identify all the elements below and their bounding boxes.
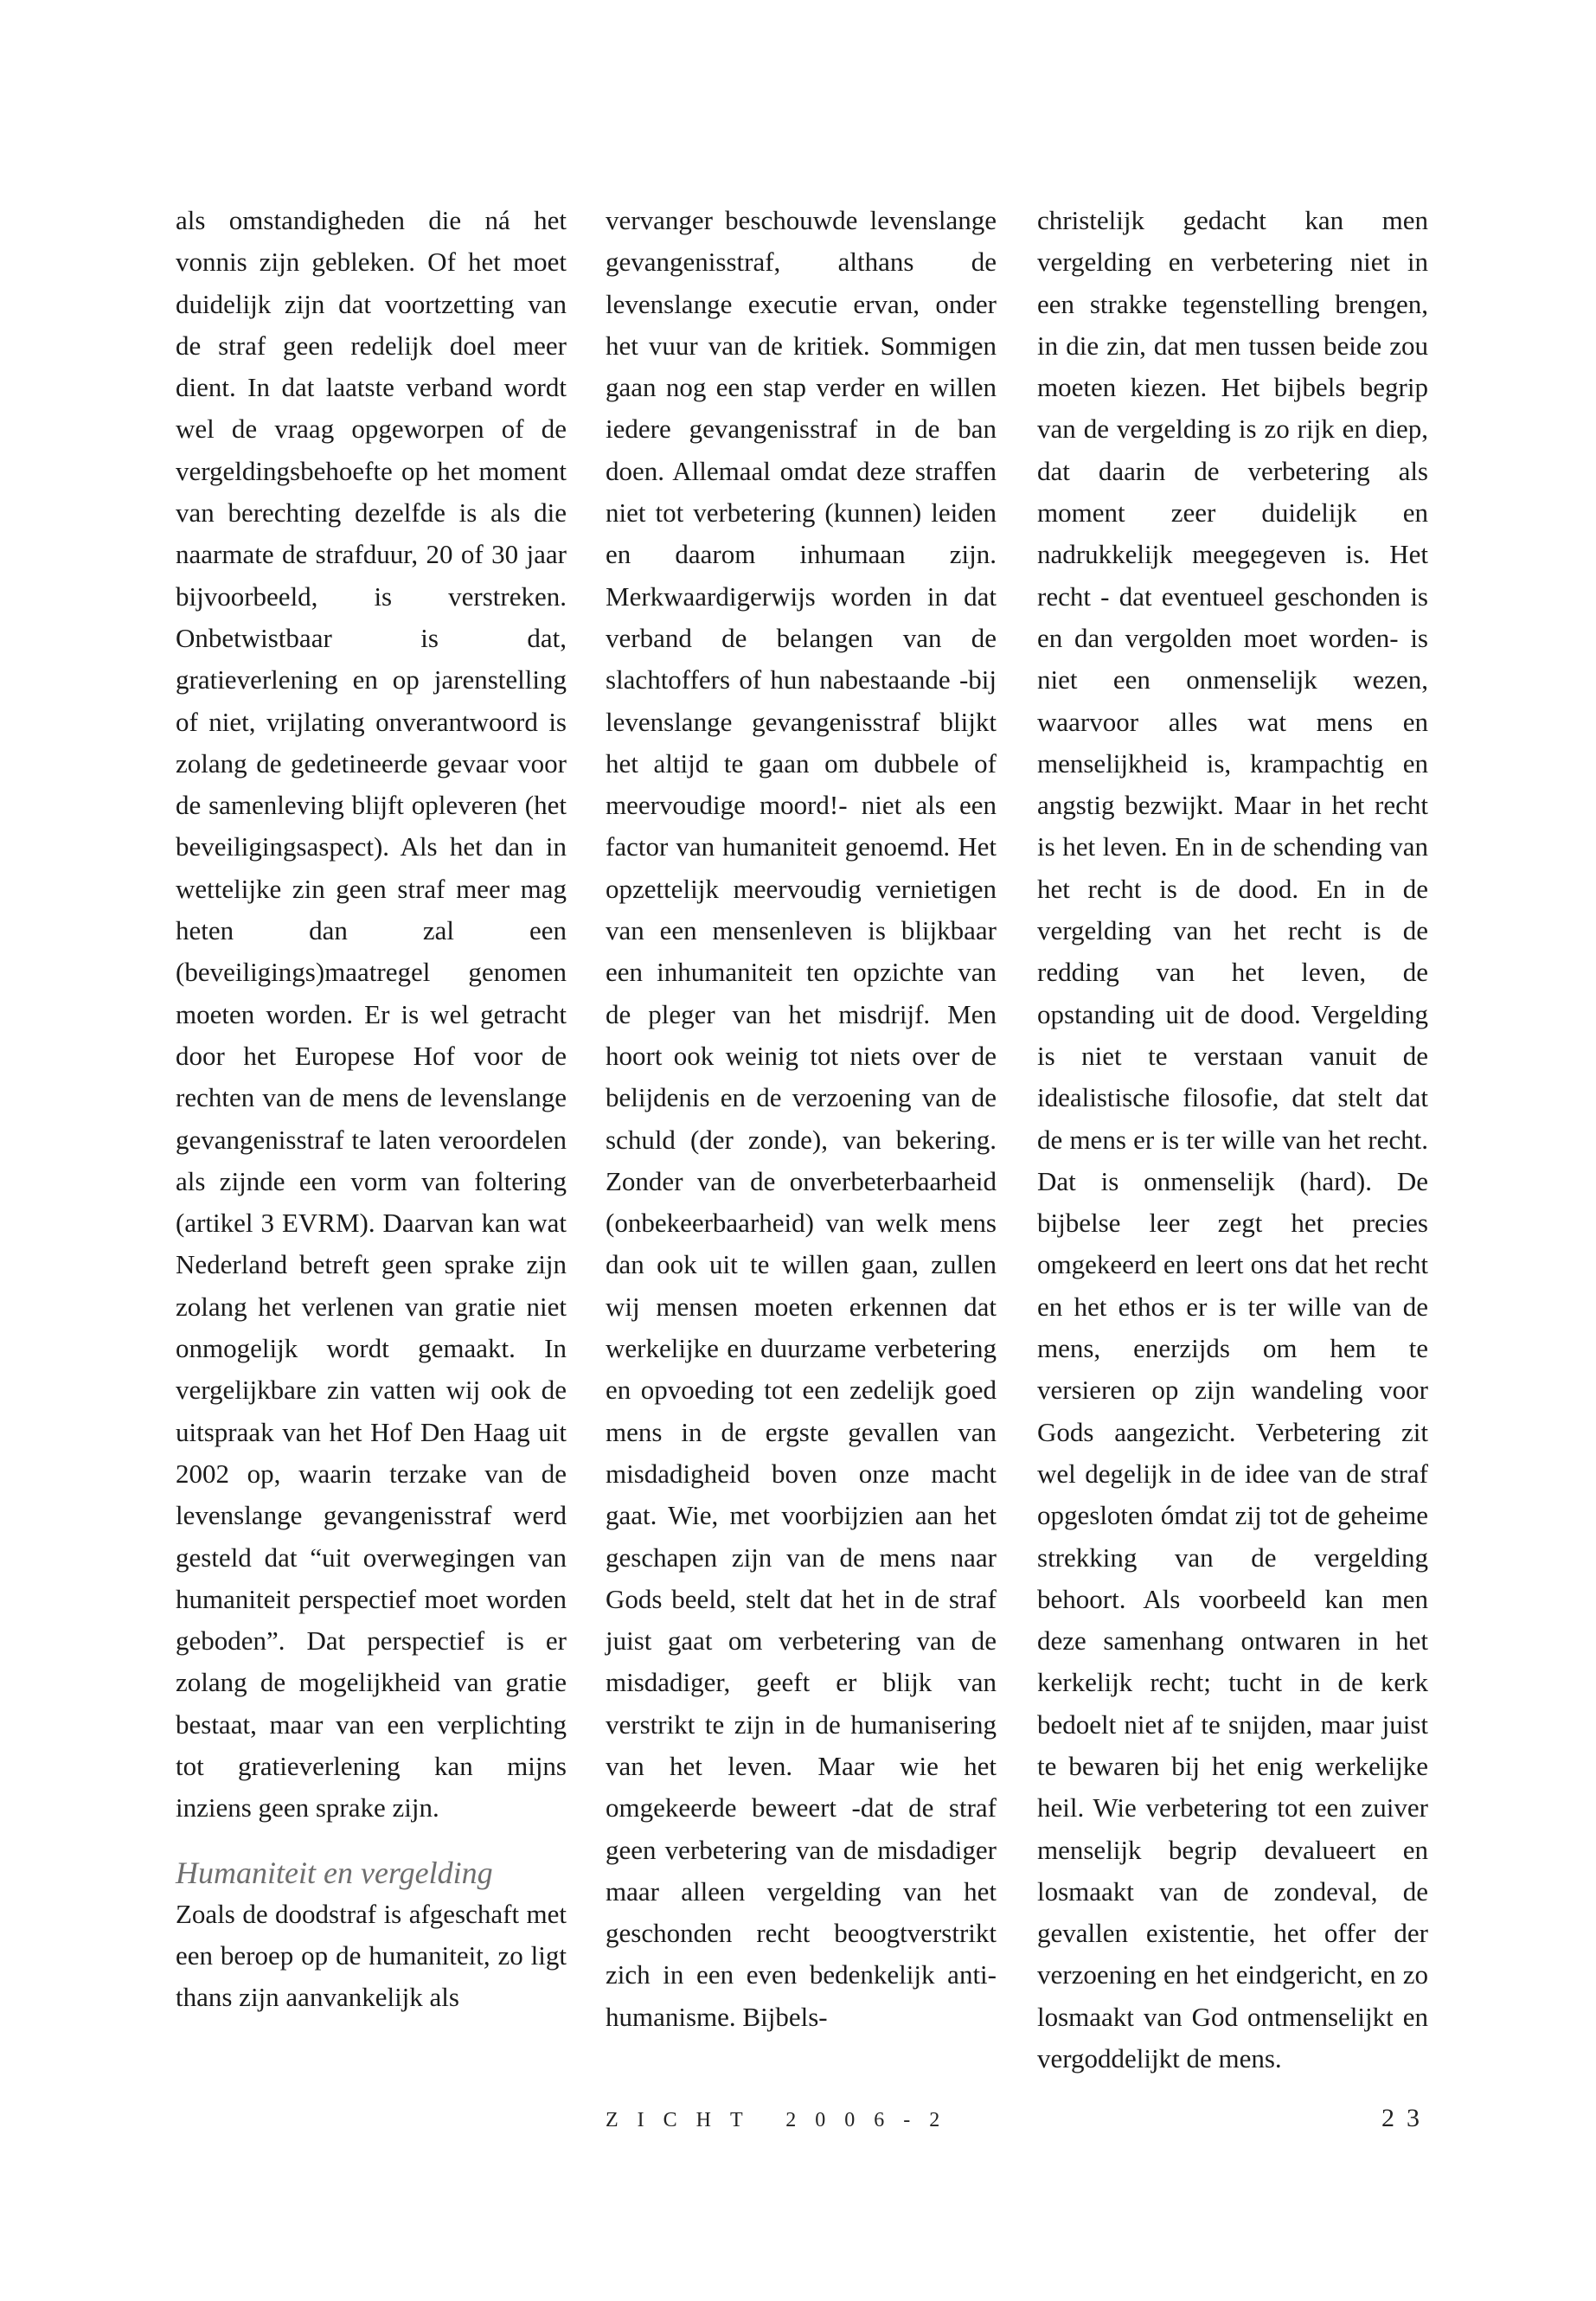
paragraph: als omstandigheden die ná het vonnis zijn gebleken. Of het moet duidelijk zijn dat voortzetting van de straf geen redelijk doel meer dient. In dat laatste verband wordt wel de vraag opgeworpen of de vergeldingsbehoefte op het moment van berechting dezelfde is als die naarmate de strafduur, 20 of 30 jaar bijvoorbeeld, is verstreken. Onbetwistbaar is dat, gratieverlening en op jarenstelling of niet, vrijlating onverantwoord is zolang de gedetineerde gevaar voor de samenleving blijft opleveren (het beveiligingsaspect). Als het dan in wettelijke zin geen straf meer mag heten dan zal een (beveiligings)maatregel genomen moeten worden. Er is wel getracht door het Europese Hof voor de rechten van de mens de levenslange gevangenisstraf te laten veroordelen als zijnde een vorm van foltering (artikel 3 EVRM). Daarvan kan wat Nederland betreft geen sprake zijn zolang het verlenen van gratie niet onmogelijk wordt gemaakt. In vergelijkbare zin vatten wij ook de uitspraak van het Hof Den Haag uit 2002 op, waarin terzake van de levenslange gevangenisstraf werd gesteld dat “uit overwegingen van humaniteit perspectief moet worden geboden”. Dat perspectief is er zolang de mogelijkheid van gratie bestaat, maar van een verplichting tot gratieverlening kan mijns inziens geen sprake zijn. bbox=[176, 205, 567, 1823]
section-heading: Humaniteit en vergelding bbox=[176, 1855, 493, 1890]
paragraph: christelijk gedacht kan men vergelding en verbetering niet in een strakke tegenstelling brengen, in die zin, dat men tussen beide zou moeten kiezen. Het bijbels begrip van de vergelding is zo rijk en diep, dat daarin de verbetering als moment zeer duidelijk en nadrukkelijk meegegeven is. Het recht - dat eventueel geschonden is en dan vergolden moet worden- is niet een onmenselijk wezen, waarvoor alles wat mens en menselijkheid is, krampachtig en angstig bezwijkt. Maar in het recht is het leven. En in de schending van het recht is de dood. En in de vergelding van het recht is de redding van het leven, de opstanding uit de dood. Vergelding is niet te verstaan vanuit de idealistische filosofie, dat stelt dat de mens er is ter wille van het recht. Dat is onmenselijk (hard). De bijbelse leer zegt het precies omgekeerd en leert ons dat het recht en het ethos er is ter wille van de mens, enerzijds om hem te versieren op zijn wandeling voor Gods aangezicht. Verbetering zit wel degelijk in de idee van de straf opgesloten ómdat zij tot de geheime strekking van de vergelding behoort. Als voorbeeld kan men deze samenhang ontwaren in het kerkelijk recht; tucht in de kerk bedoelt niet af te snijden, maar juist te bewaren bij het enig werkelijke heil. Wie verbetering tot een zuiver menselijk begrip devalueert en losmaakt van de zondeval, de gevallen existentie, het offer der verzoening en het eindgericht, en zo losmaakt van God ontmenselijkt en vergoddelijkt de mens. bbox=[1037, 205, 1428, 2074]
text-column-2 bbox=[606, 200, 997, 2038]
paragraph: vervanger beschouwde levenslange gevangenisstraf, althans de levenslange executie ervan, onder het vuur van de kritiek. Sommigen gaan nog een stap verder en willen iedere gevangenisstraf in de ban doen. Allemaal omdat deze straffen niet tot verbetering (kunnen) leiden en daarom inhumaan zijn. Merkwaardigerwijs worden in dat verband de belangen van de slachtoffers of hun nabestaande -bij levenslange gevangenisstraf blijkt het altijd te gaan om dubbele of meervoudige moord!- niet als een factor van humaniteit genoemd. Het opzettelijk meervoudig vernietigen van een mensenleven is blijkbaar een inhumaniteit ten opzichte van de pleger van het misdrijf. Men hoort ook weinig tot niets over de belijdenis en de verzoening van de schuld (der zonde), van bekering. Zonder van de onverbeterbaarheid (onbekeerbaarheid) van welk mens dan ook uit te willen gaan, zullen wij mensen moeten erkennen dat werkelijke en duurzame verbetering en opvoeding tot een zedelijk goed mens in de ergste gevallen van misdadigheid boven onze macht gaat. Wie, met voorbijzien aan het geschapen zijn van de mens naar Gods beeld, stelt dat het in de straf juist gaat om verbetering van de misdadiger, geeft er blijk van verstrikt te zijn in de humanisering van het leven. Maar wie het omgekeerde beweert -dat de straf geen verbetering van de misdadiger maar alleen vergelding van het geschonden recht beoogtverstrikt zich in een even bedenkelijk anti-humanisme. Bijbels- bbox=[606, 205, 997, 2032]
footer-journal-issue: ZICHT 2006-2 bbox=[606, 2109, 959, 2131]
text-column-1 bbox=[176, 200, 567, 2018]
page-number: 23 bbox=[1381, 2104, 1432, 2132]
paragraph: Zoals de doodstraf is afgeschaft met een beroep op de humaniteit, zo ligt thans zijn aanvankelijk als bbox=[176, 1898, 567, 2013]
text-column-3 bbox=[1037, 200, 1428, 2080]
